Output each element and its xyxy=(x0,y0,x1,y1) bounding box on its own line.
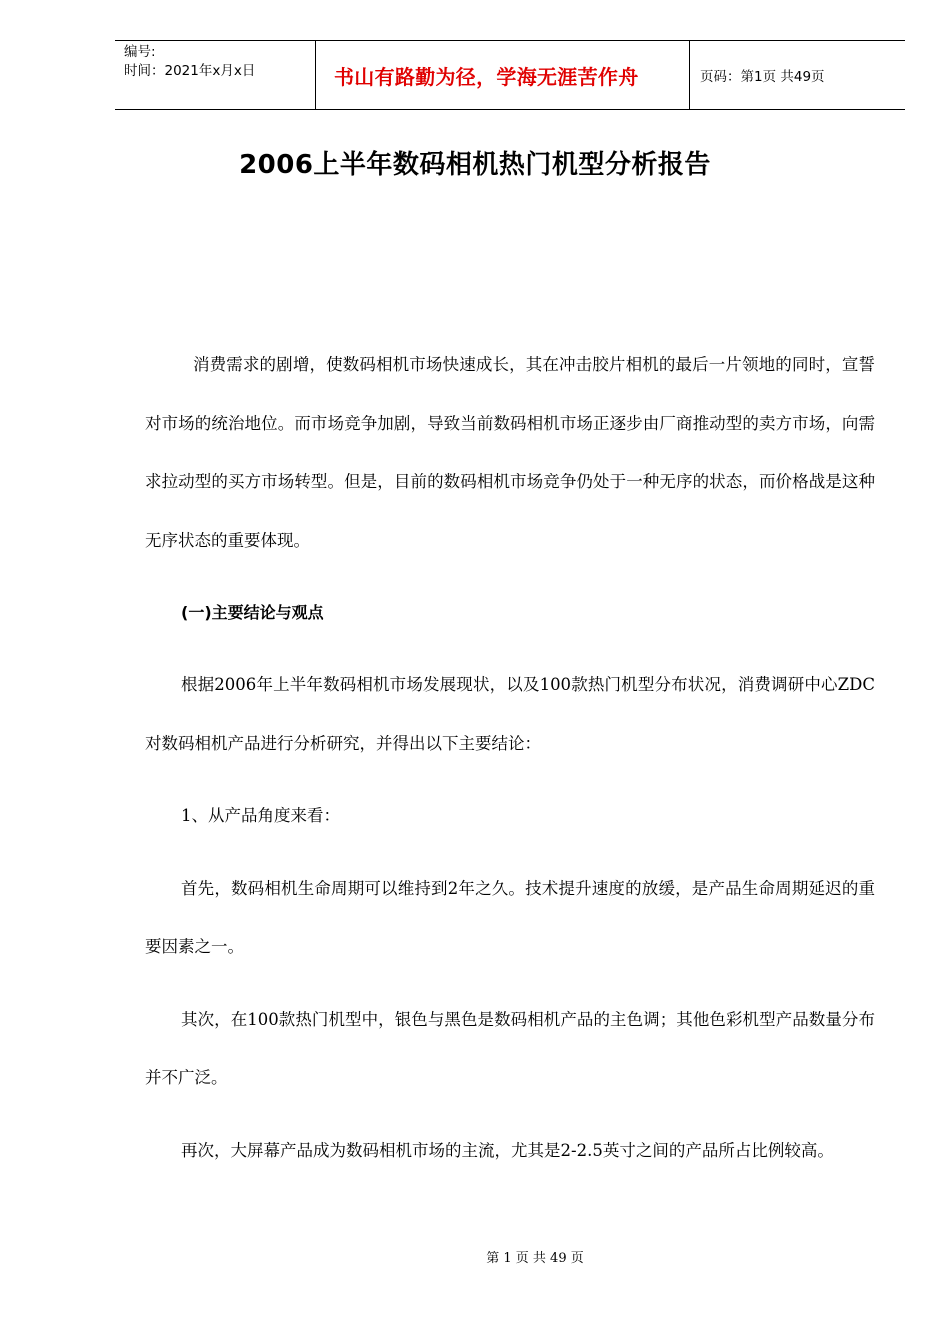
body-paragraph: 再次，大屏幕产品成为数码相机市场的主流，尤其是2-2.5英寸之间的产品所占比例较高。 xyxy=(181,1140,834,1160)
section-heading: (一)主要结论与观点 xyxy=(181,603,324,622)
body-paragraph: 首先，数码相机生命周期可以维持到2年之久。技术提升速度的放缓，是产品生命周期延迟的重要因素之一。 xyxy=(145,878,875,956)
body-paragraph: 其次，在100款热门机型中，银色与黑色是数码相机产品的主色调；其他色彩机型产品数量分布并不广泛。 xyxy=(145,1009,875,1087)
intro-paragraph: 消费需求的剧增，使数码相机市场快速成长，其在冲击胶片相机的最后一片领地的同时，宣誓对市场的统治地位。而市场竞争加剧，导致当前数码相机市场正逐步由厂商推动型的卖方市场，向需求拉动型的买方市场转型。但是，目前的数码相机市场竞争仍处于一种无序的状态，而价格战是这种无序状态的重要体现。 xyxy=(145,355,875,550)
header-table xyxy=(115,40,905,110)
page-footer: 第 1 页 共 49 页 xyxy=(486,1251,584,1266)
header-page-cell xyxy=(690,41,905,109)
header-motto-cell xyxy=(316,41,690,109)
time-label: 时间：2021年x月x日 xyxy=(124,63,256,79)
body-paragraph: 根据2006年上半年数码相机市场发展现状，以及100款热门机型分布状况，消费调研中心ZDC对数码相机产品进行分析研究，并得出以下主要结论： xyxy=(145,675,875,753)
page-title: 2006上半年数码相机热门机型分析报告 xyxy=(239,150,711,180)
motto-text: 书山有路勤为径，学海无涯苦作舟 xyxy=(334,64,639,89)
page-number-label: 页码：第1页 共49页 xyxy=(700,69,825,85)
body-paragraph: 1、从产品角度来看： xyxy=(181,806,340,825)
serial-label: 编号: xyxy=(124,44,156,60)
document-body xyxy=(145,336,875,1194)
header-info-cell xyxy=(115,41,316,109)
